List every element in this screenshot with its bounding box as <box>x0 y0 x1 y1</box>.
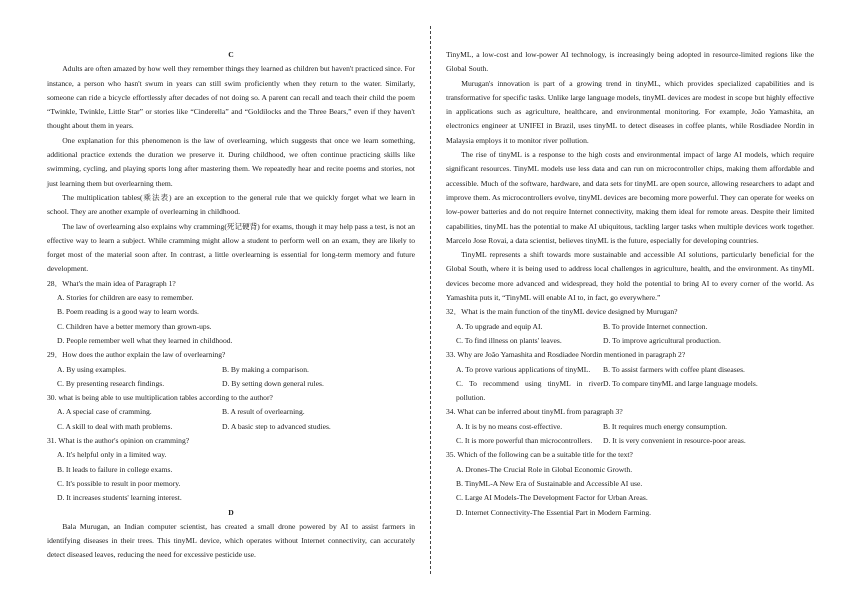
q33-option-c: C. To recommend using tinyML in river pollution. <box>456 378 603 403</box>
q30-option-b: B. A result of overlearning. <box>222 407 305 417</box>
q34-option-c: C. It is more powerful than microcontrollers. <box>456 436 593 446</box>
question-34: 34. What can be inferred about tinyML from paragraph 3? <box>446 407 623 417</box>
q31-option-b: B. It leads to failure in college exams. <box>57 464 173 474</box>
question-30: 30. what is being able to use multiplication tables according to the author? <box>47 393 273 403</box>
passage-c-paragraph-1: Adults are often amazed by how well they remember things they learned as children but haven't practiced since. For instance, a person who hasn't swum in years can still swim proficiently when they return to the water. Similarly, someone can ride a bicycle effortlessly after decades of not doing so. A parent can recall and teach their child the poem “Twinkle, Twinkle, Little Star” or stories like “Cinderella” and “Goldilocks and the Three Bears,” even if they haven't thought about them in years. <box>47 64 415 131</box>
q30-option-d: D. A basic step to advanced studies. <box>222 421 331 431</box>
q29-options-row-1 <box>47 363 415 377</box>
q34-options-row-2 <box>446 434 814 448</box>
q33-option-b: B. To assist farmers with coffee plant diseases. <box>603 364 745 374</box>
q33-options-row-2 <box>446 377 814 406</box>
q30-options-row-2 <box>47 420 415 434</box>
passage-d-paragraph-3: The rise of tinyML is a response to the high costs and environmental impact of large AI models, which require significant resources. TinyML models use less data and can run on microcontroller chips, making them affordable and accessible. Much of the software, hardware, and data sets for tinyML are open source, allowing researchers to adapt and improve them. As microcontrollers evolve, tinyML devices are becoming more powerful. They can operate for weeks on low-power batteries and do not require Internet connectivity, making them ideal for remote areas. Despite their limited capabilities, tinyML has the potential to make AI ubiquitous, tackling larger tasks when multiple devices work together. Marcelo Jose Rovai, a data scientist, believes tinyML is the future, especially for developing countries. <box>446 150 814 245</box>
q28-option-b: B. Poem reading is a good way to learn words. <box>57 307 199 317</box>
section-d-heading: D <box>228 507 234 517</box>
q29-option-a: A. By using examples. <box>57 364 126 374</box>
q34-option-b: B. It requires much energy consumption. <box>603 421 728 431</box>
passage-d-paragraph-4: TinyML represents a shift towards more sustainable and accessible AI solutions, particularly beneficial for the Global South, where it is being used to address local challenges in agriculture, health, and the environment. As tinyML devices become more advanced and widespread, they hold the potential to bring AI to every corner of the world. As Yamashita puts it, “TinyML will enable AI to, in fact, go everywhere.” <box>446 250 814 303</box>
passage-d-paragraph-1: Bala Murugan, an Indian computer scientist, has created a small drone powered by AI to assist farmers in identifying diseases in their trees. This tinyML device, which operates without Internet connectivity, can accurately detect diseased leaves, reducing the need for excessive pesticide use. <box>47 521 415 560</box>
question-33: 33. Why are João Yamashita and Rosdiadee Nordin mentioned in paragraph 2? <box>446 350 686 360</box>
q32-option-a: A. To upgrade and equip AI. <box>456 321 543 331</box>
question-29: 29．How does the author explain the law of overlearning? <box>47 350 226 360</box>
passage-c-paragraph-3: The multiplication tables(乘法表) are an exception to the general rule that we quickly forget what we learn in school. They are another example of overlearning in childhood. <box>47 192 415 217</box>
q31-option-a: A. It's helpful only in a limited way. <box>57 450 167 460</box>
q28-option-c: C. Children have a better memory than grown-ups. <box>57 321 212 331</box>
q33-option-d: D. To compare tinyML and large language models. <box>603 378 758 388</box>
q28-option-d: D. People remember well what they learned in childhood. <box>57 335 233 345</box>
q35-option-d: D. Internet Connectivity-The Essential Part in Modern Farming. <box>456 507 652 517</box>
section-c-heading: C <box>228 50 234 59</box>
q29-options-row-2 <box>47 377 415 391</box>
left-column <box>47 48 415 563</box>
q33-option-a: A. To prove various applications of tinyML. <box>456 364 591 374</box>
q33-options-row-1 <box>446 363 814 377</box>
q32-options-row-2 <box>446 334 814 348</box>
q32-option-c: C. To find illness on plants' leaves. <box>456 335 562 345</box>
question-28: 28．What's the main idea of Paragraph 1? <box>47 278 176 288</box>
q35-option-a: A. Drones-The Crucial Role in Global Economic Growth. <box>456 464 633 474</box>
passage-c-paragraph-2: One explanation for this phenomenon is the law of overlearning, which suggests that once we learn something, additional practice extends the duration we preserve it. During childhood, we often continue practicing skills like swimming, cycling, and playing sports long after mastering them. We repeatedly hear and recite poems and stories, not just learning them but overlearning them. <box>47 135 415 188</box>
q31-option-d: D. It increases students' learning interest. <box>57 493 182 503</box>
passage-c-paragraph-4: The law of overlearning also explains why cramming(死记硬背) for exams, though it may help pass a test, is not an effective way to learn a subject. While cramming might allow a student to perform well on an exam, they are likely to forget most of the material soon after. In contrast, a little overlearning is essential for long-term memory and future development. <box>47 221 416 274</box>
q32-option-d: D. To improve agricultural production. <box>603 335 721 345</box>
q35-option-c: C. Large AI Models-The Development Factor for Urban Areas. <box>456 493 648 503</box>
right-column <box>446 48 814 520</box>
q34-option-a: A. It is by no means cost-effective. <box>456 421 563 431</box>
q31-option-c: C. It's possible to result in poor memory. <box>57 478 181 488</box>
q29-option-d: D. By setting down general rules. <box>222 378 324 388</box>
q30-options-row-1 <box>47 405 415 419</box>
column-divider <box>430 26 431 574</box>
q28-option-a: A. Stories for children are easy to remember. <box>57 293 194 303</box>
question-35: 35. Which of the following can be a suitable title for the text? <box>446 450 633 460</box>
q30-option-a: A. A special case of cramming. <box>57 407 152 417</box>
q34-option-d: D. It is very convenient in resource-poor areas. <box>603 436 746 446</box>
q29-option-b: B. By making a comparison. <box>222 364 309 374</box>
question-32: 32．What is the main function of the tinyML device designed by Murugan? <box>446 307 678 317</box>
q34-options-row-1 <box>446 420 814 434</box>
question-31: 31. What is the author's opinion on cramming? <box>47 436 190 446</box>
q32-options-row-1 <box>446 320 814 334</box>
q35-option-b: B. TinyML-A New Era of Sustainable and Accessible AI use. <box>456 478 643 488</box>
q29-option-c: C. By presenting research findings. <box>57 378 165 388</box>
passage-d-paragraph-1-continued: TinyML, a low-cost and low-power AI technology, is increasingly being adopted in resource-limited regions like the Global South. <box>446 50 814 74</box>
q30-option-c: C. A skill to deal with math problems. <box>57 421 173 431</box>
passage-d-paragraph-2: Murugan's innovation is part of a growing trend in tinyML, which provides specialized capabilities and is transformative for specific tasks. Unlike large language models, tinyML devices are modest in scope but highly effective in applications such as agriculture, healthcare, and environmental monitoring. For example, João Yamashita, an electronics engineer at UNIFEI in Brazil, uses tinyML to detect diseases in coffee plants, while Rosdiadee Nordin in Malaysia employs it to monitor river pollution. <box>446 78 814 145</box>
q32-option-b: B. To provide Internet connection. <box>603 321 708 331</box>
